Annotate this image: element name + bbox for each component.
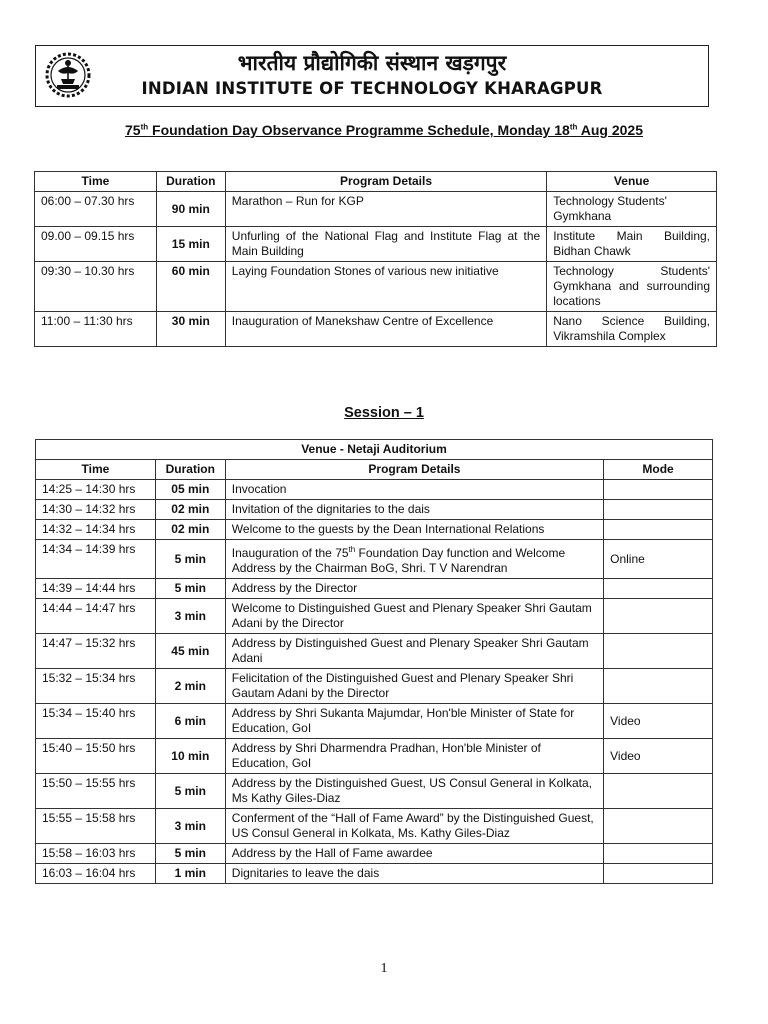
- institute-header: [35, 45, 709, 107]
- mode-cell: [604, 669, 713, 704]
- table-row: [35, 312, 717, 347]
- session-schedule-table: [35, 439, 713, 884]
- venue-cell: Technology Students' Gymkhana: [547, 192, 717, 227]
- time-cell: 14:34 – 14:39 hrs: [36, 540, 156, 579]
- details-cell: Invitation of the dignitaries to the dais: [225, 500, 603, 520]
- mode-cell: [604, 864, 713, 884]
- mode-cell: Video: [604, 704, 713, 739]
- column-header-duration: Duration: [155, 460, 225, 480]
- details-cell: Welcome to the guests by the Dean International Relations: [225, 520, 603, 540]
- column-header-duration: Duration: [156, 172, 225, 192]
- duration-cell: 3 min: [155, 809, 225, 844]
- details-cell: Dignitaries to leave the dais: [225, 864, 603, 884]
- venue-cell: Institute Main Building, Bidhan Chawk: [547, 227, 717, 262]
- column-header-time: Time: [35, 172, 157, 192]
- table-row: [36, 540, 713, 579]
- details-cell: Welcome to Distinguished Guest and Plenary Speaker Shri Gautam Adani by the Director: [225, 599, 603, 634]
- details-cell: Address by the Distinguished Guest, US Consul General in Kolkata, Ms Kathy Giles-Diaz: [225, 774, 603, 809]
- details-cell: Address by the Director: [225, 579, 603, 599]
- time-cell: 14:39 – 14:44 hrs: [36, 579, 156, 599]
- duration-cell: 02 min: [155, 500, 225, 520]
- details-cell: Felicitation of the Distinguished Guest and Plenary Speaker Shri Gautam Adani by the Director: [225, 669, 603, 704]
- mode-cell: [604, 500, 713, 520]
- duration-cell: 1 min: [155, 864, 225, 884]
- venue-row: [36, 440, 713, 460]
- time-cell: 14:47 – 15:32 hrs: [36, 634, 156, 669]
- details-cell: Laying Foundation Stones of various new initiative: [225, 262, 546, 312]
- table-row: [35, 227, 717, 262]
- time-cell: 14:30 – 14:32 hrs: [36, 500, 156, 520]
- mode-cell: [604, 634, 713, 669]
- duration-cell: 02 min: [155, 520, 225, 540]
- time-cell: 15:34 – 15:40 hrs: [36, 704, 156, 739]
- column-header-time: Time: [36, 460, 156, 480]
- time-cell: 15:55 – 15:58 hrs: [36, 809, 156, 844]
- table-row: [36, 774, 713, 809]
- duration-cell: 5 min: [155, 540, 225, 579]
- time-cell: 16:03 – 16:04 hrs: [36, 864, 156, 884]
- table-row: [35, 192, 717, 227]
- duration-cell: 60 min: [156, 262, 225, 312]
- duration-cell: 15 min: [156, 227, 225, 262]
- mode-cell: [604, 599, 713, 634]
- time-cell: 09.00 – 09.15 hrs: [35, 227, 157, 262]
- mode-cell: [604, 480, 713, 500]
- details-cell: Marathon – Run for KGP: [225, 192, 546, 227]
- morning-schedule-table: [34, 171, 717, 347]
- mode-cell: Video: [604, 739, 713, 774]
- details-cell: Unfurling of the National Flag and Institute Flag at the Main Building: [225, 227, 546, 262]
- table-row: [36, 579, 713, 599]
- mode-cell: Online: [604, 540, 713, 579]
- table-header-row: [35, 172, 717, 192]
- table-row: [36, 634, 713, 669]
- table-row: [36, 864, 713, 884]
- time-cell: 15:32 – 15:34 hrs: [36, 669, 156, 704]
- details-cell: Address by Shri Dharmendra Pradhan, Hon'ble Minister of Education, GoI: [225, 739, 603, 774]
- column-header-details: Program Details: [225, 460, 603, 480]
- table-row: [36, 704, 713, 739]
- duration-cell: 6 min: [155, 704, 225, 739]
- table-row: [36, 669, 713, 704]
- session-venue: Venue - Netaji Auditorium: [36, 440, 713, 460]
- table-row: [36, 844, 713, 864]
- table-row: [36, 480, 713, 500]
- duration-cell: 05 min: [155, 480, 225, 500]
- mode-cell: [604, 809, 713, 844]
- details-cell: Address by the Hall of Fame awardee: [225, 844, 603, 864]
- time-cell: 14:32 – 14:34 hrs: [36, 520, 156, 540]
- time-cell: 09:30 – 10.30 hrs: [35, 262, 157, 312]
- duration-cell: 30 min: [156, 312, 225, 347]
- details-cell: Inauguration of Manekshaw Centre of Excellence: [225, 312, 546, 347]
- time-cell: 15:40 – 15:50 hrs: [36, 739, 156, 774]
- time-cell: 14:44 – 14:47 hrs: [36, 599, 156, 634]
- time-cell: 15:50 – 15:55 hrs: [36, 774, 156, 809]
- table-row: [36, 500, 713, 520]
- programme-title: 75th Foundation Day Observance Programme Schedule, Monday 18th Aug 2025: [125, 122, 643, 138]
- duration-cell: 5 min: [155, 844, 225, 864]
- table-row: [35, 262, 717, 312]
- duration-cell: 3 min: [155, 599, 225, 634]
- session-title: Session – 1: [344, 405, 424, 421]
- duration-cell: 2 min: [155, 669, 225, 704]
- time-cell: 14:25 – 14:30 hrs: [36, 480, 156, 500]
- duration-cell: 45 min: [155, 634, 225, 669]
- duration-cell: 5 min: [155, 774, 225, 809]
- column-header-details: Program Details: [225, 172, 546, 192]
- column-header-mode: Mode: [604, 460, 713, 480]
- details-cell: Address by Distinguished Guest and Plenary Speaker Shri Gautam Adani: [225, 634, 603, 669]
- mode-cell: [604, 844, 713, 864]
- table-row: [36, 599, 713, 634]
- details-cell: Invocation: [225, 480, 603, 500]
- page-number: 1: [380, 961, 388, 976]
- duration-cell: 5 min: [155, 579, 225, 599]
- column-header-venue: Venue: [547, 172, 717, 192]
- time-cell: 06:00 – 07.30 hrs: [35, 192, 157, 227]
- hindi-institute-title: भारतीय प्रौद्योगिकी संस्थान खड़गपुर: [237, 51, 507, 75]
- details-cell: Conferment of the “Hall of Fame Award” by the Distinguished Guest, US Consul General in Kolkata, Ms. Kathy Giles-Diaz: [225, 809, 603, 844]
- time-cell: 15:58 – 16:03 hrs: [36, 844, 156, 864]
- table-row: [36, 520, 713, 540]
- time-cell: 11:00 – 11:30 hrs: [35, 312, 157, 347]
- table-header-row: [36, 460, 713, 480]
- table-row: [36, 739, 713, 774]
- mode-cell: [604, 774, 713, 809]
- details-cell: Address by Shri Sukanta Majumdar, Hon'ble Minister of State for Education, GoI: [225, 704, 603, 739]
- duration-cell: 10 min: [155, 739, 225, 774]
- table-row: [36, 809, 713, 844]
- venue-cell: Nano Science Building, Vikramshila Complex: [547, 312, 717, 347]
- details-cell: Inauguration of the 75th Foundation Day function and Welcome Address by the Chairman BoG, Shri. T V Narendran: [225, 540, 603, 579]
- english-institute-title: INDIAN INSTITUTE OF TECHNOLOGY KHARAGPUR: [141, 79, 603, 98]
- mode-cell: [604, 579, 713, 599]
- mode-cell: [604, 520, 713, 540]
- venue-cell: Technology Students' Gymkhana and surrounding locations: [547, 262, 717, 312]
- duration-cell: 90 min: [156, 192, 225, 227]
